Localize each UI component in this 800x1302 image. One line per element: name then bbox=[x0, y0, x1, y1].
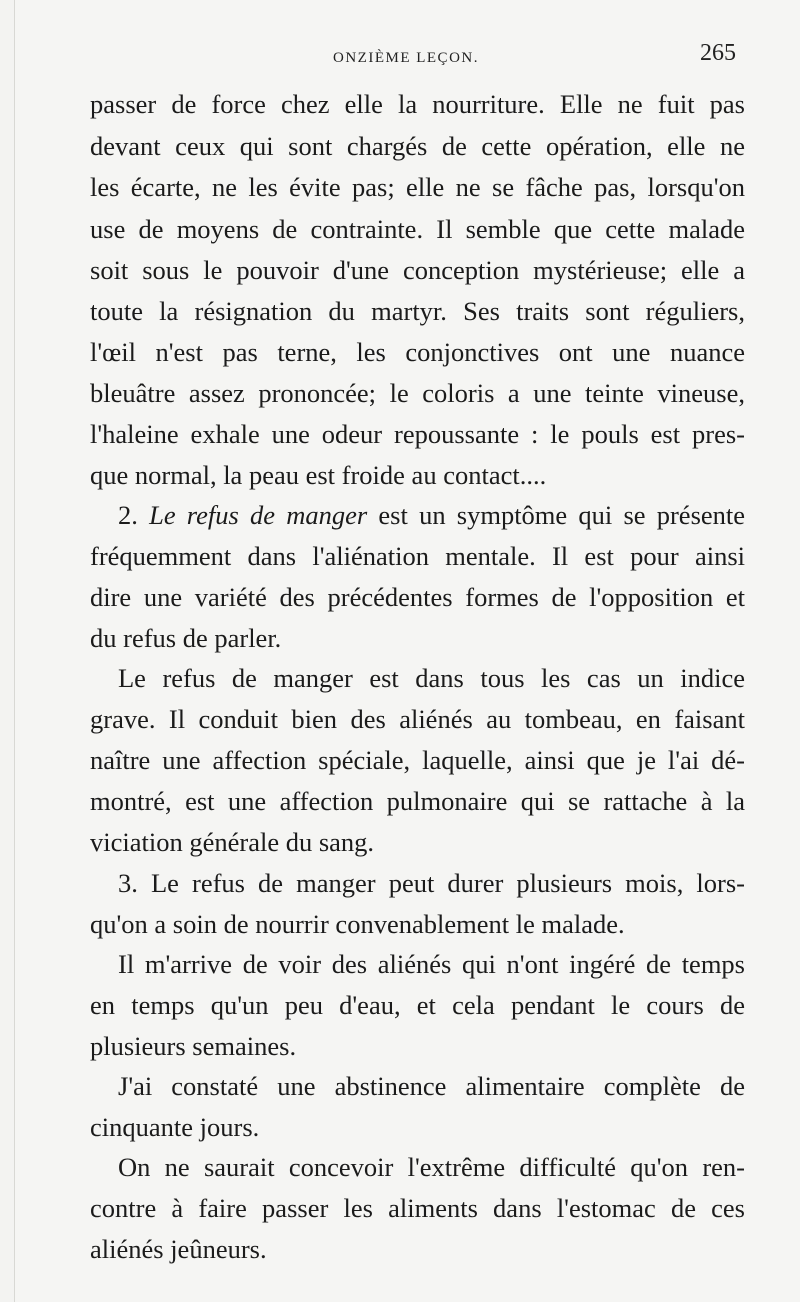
text-line: passer de force chez elle la nourriture. Elle ne fuit pas bbox=[90, 89, 745, 119]
text-line: montré, est une affection pulmonaire qui se rattache à la bbox=[90, 786, 745, 816]
text-line: devant ceux qui sont chargés de cette opération, elle ne bbox=[90, 131, 745, 161]
text-line: soit sous le pouvoir d'une conception mystérieuse; elle a bbox=[90, 255, 745, 285]
text-line: J'ai constaté une abstinence alimentaire complète de bbox=[118, 1071, 745, 1101]
running-header: ONZIÈME LEÇON. bbox=[333, 50, 479, 66]
text-line: bleuâtre assez prononcée; le coloris a une teinte vineuse, bbox=[90, 378, 745, 408]
text-line: Il m'arrive de voir des aliénés qui n'ont ingéré de temps bbox=[118, 949, 745, 979]
text-line: Le refus de manger est dans tous les cas un indice bbox=[118, 663, 745, 693]
page-number: 265 bbox=[700, 40, 736, 66]
item-number: 2. bbox=[118, 500, 138, 530]
text-line: en temps qu'un peu d'eau, et cela pendant le cours de bbox=[90, 990, 745, 1020]
text-line: l'haleine exhale une odeur repoussante : le pouls est pres- bbox=[90, 419, 745, 449]
text-line: que normal, la peau est froide au contact.... bbox=[90, 460, 547, 490]
text-line: viciation générale du sang. bbox=[90, 827, 375, 857]
text-line bbox=[118, 499, 745, 531]
text-line: On ne saurait concevoir l'extrême difficulté qu'on ren- bbox=[118, 1152, 745, 1182]
text-line: l'œil n'est pas terne, les conjonctives ont une nuance bbox=[90, 337, 745, 367]
text-line: aliénés jeûneurs. bbox=[90, 1234, 267, 1264]
text-line: du refus de parler. bbox=[90, 623, 282, 653]
line-rest: est un symptôme qui se présente bbox=[378, 500, 746, 530]
text-line: fréquemment dans l'aliénation mentale. Il est pour ainsi bbox=[90, 541, 745, 571]
text-line: dire une variété des précédentes formes de l'opposition et bbox=[90, 582, 745, 612]
text-line: toute la résignation du martyr. Ses traits sont réguliers, bbox=[90, 296, 745, 326]
text-line: les écarte, ne les évite pas; elle ne se fâche pas, lorsqu'on bbox=[90, 172, 745, 202]
italic-phrase: Le refus de manger bbox=[149, 500, 368, 530]
text-line: grave. Il conduit bien des aliénés au tombeau, en faisant bbox=[90, 704, 745, 734]
text-line: cinquante jours. bbox=[90, 1112, 260, 1142]
text-line: 3. Le refus de manger peut durer plusieurs mois, lors- bbox=[118, 868, 745, 898]
text-line: contre à faire passer les aliments dans l'estomac de ces bbox=[90, 1193, 745, 1223]
text-line: plusieurs semaines. bbox=[90, 1031, 297, 1061]
text-line: use de moyens de contrainte. Il semble que cette malade bbox=[90, 214, 745, 244]
text-line: naître une affection spéciale, laquelle, ainsi que je l'ai dé- bbox=[90, 745, 745, 775]
text-line: qu'on a soin de nourrir convenablement le malade. bbox=[90, 909, 625, 939]
